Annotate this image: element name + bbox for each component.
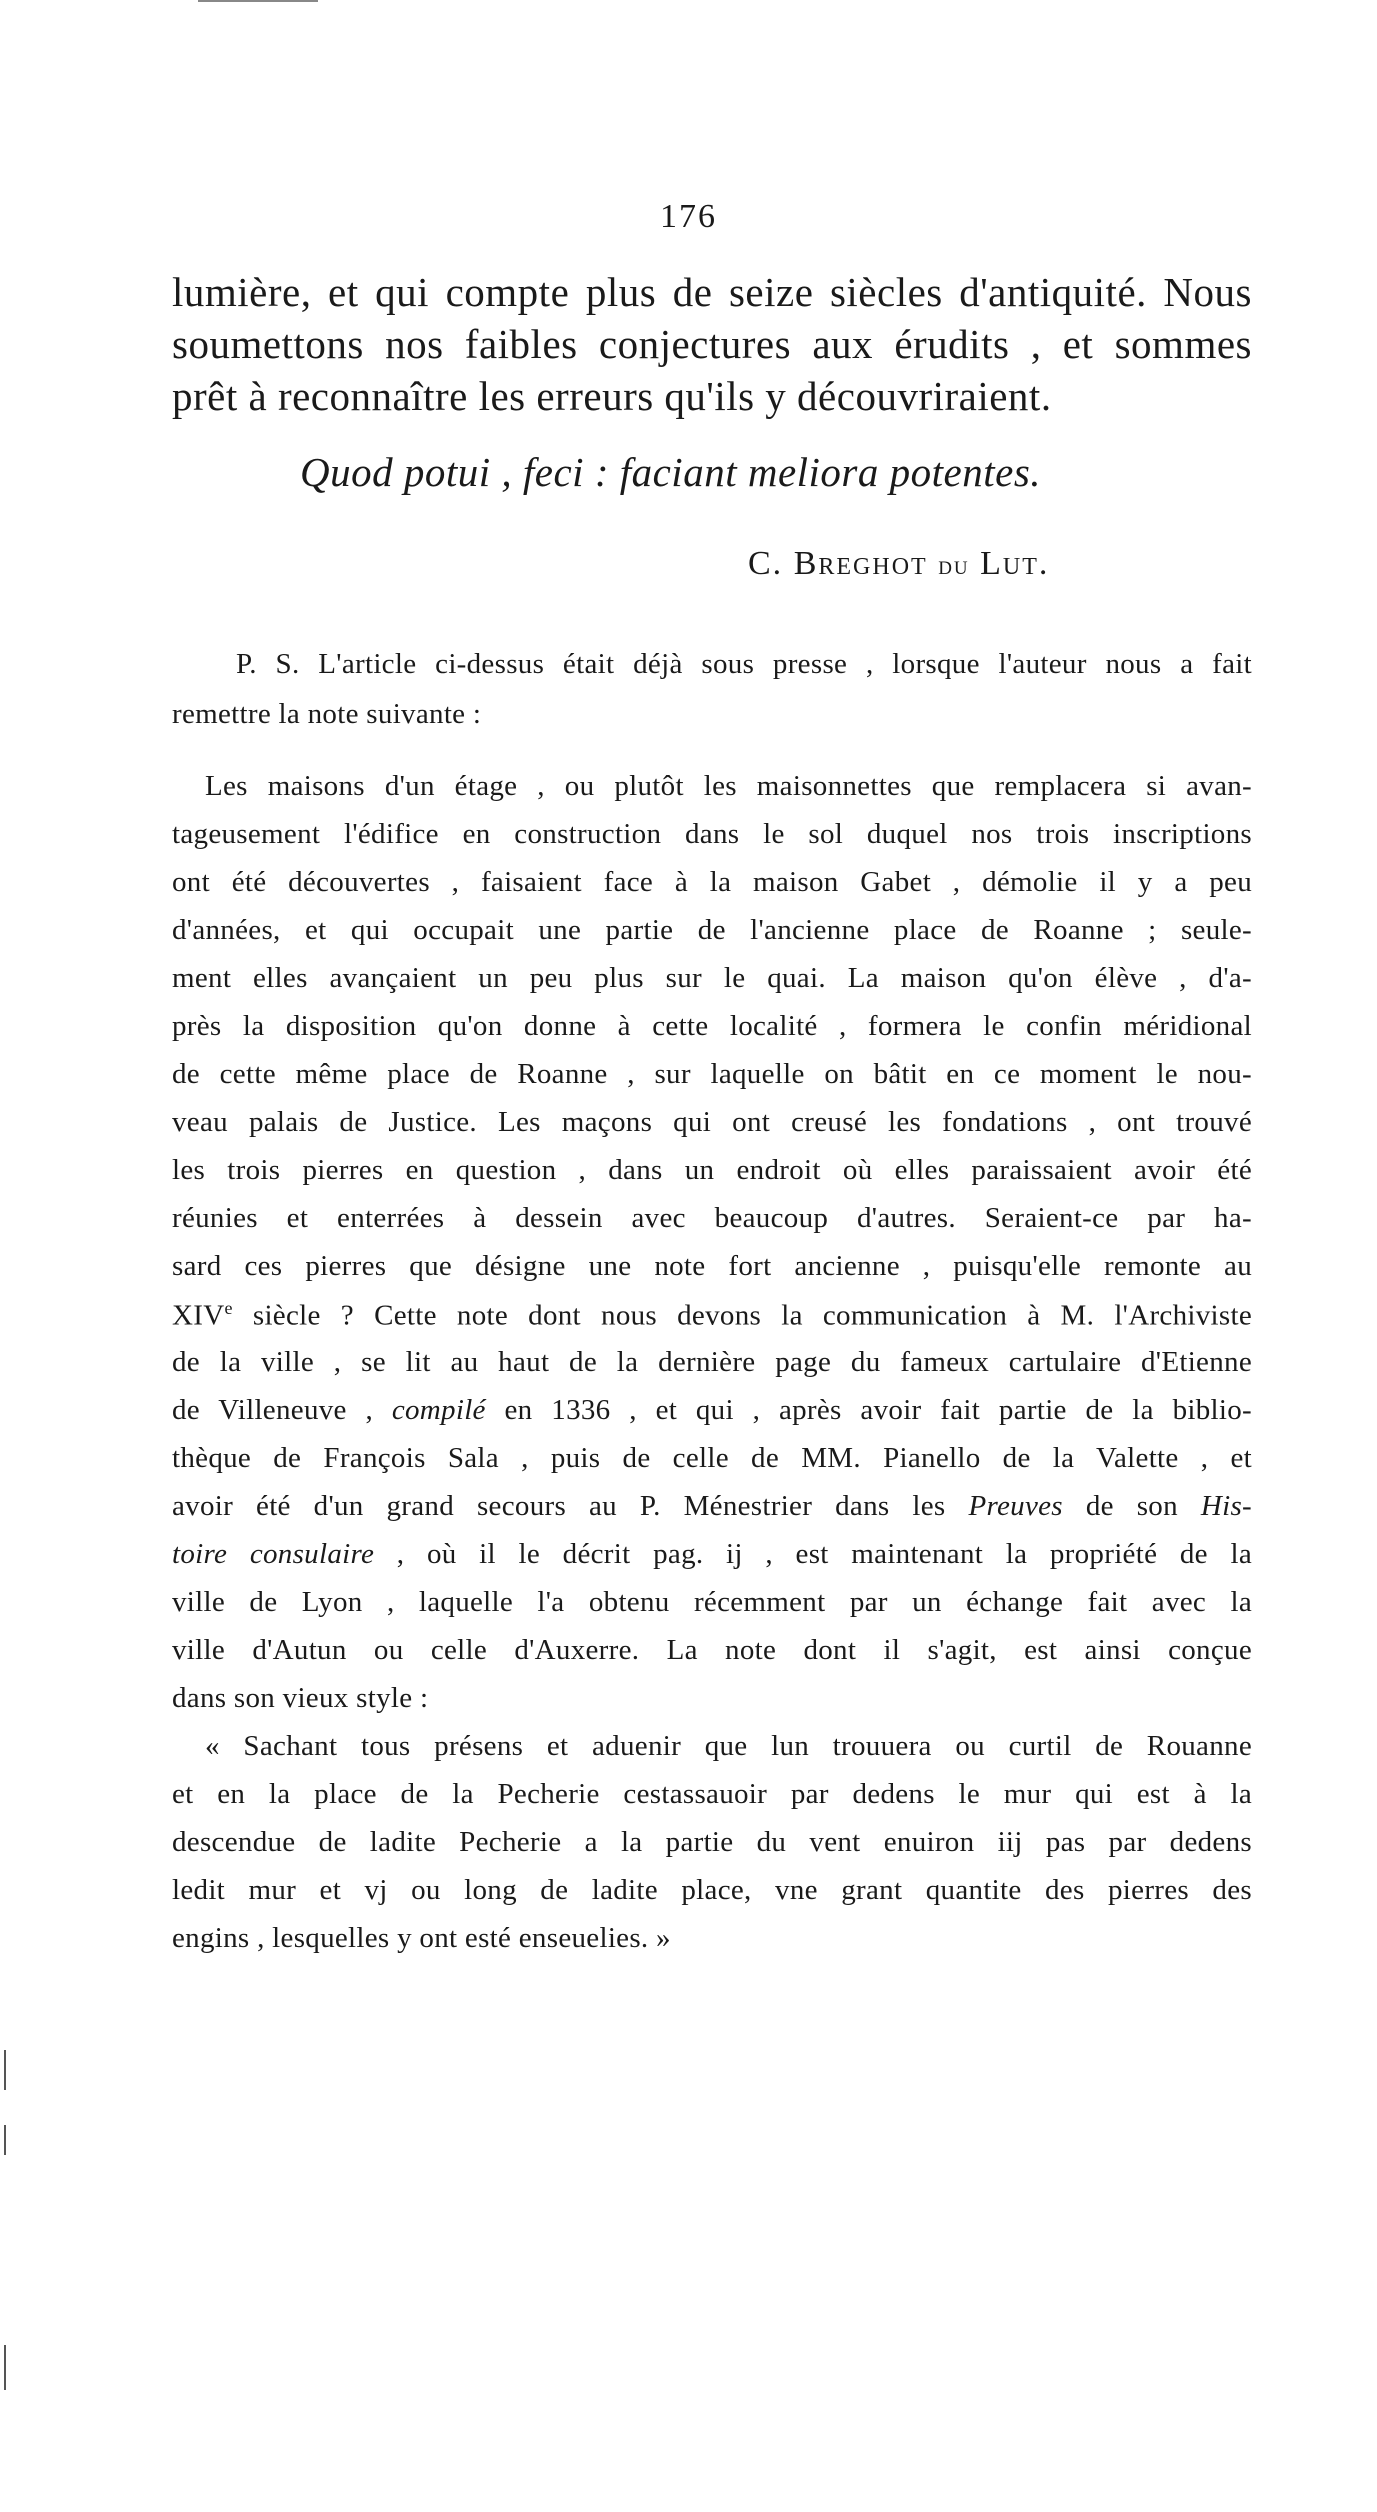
note-line-19: ville d'Autun ou celle d'Auxerre. La note dont il s'agit, est ainsi conçue — [172, 1634, 1252, 1666]
note-line-17 — [172, 1538, 1252, 1571]
author-signature — [748, 545, 1049, 583]
note-line-17-italic: toire consulaire — [172, 1538, 375, 1570]
note-line-14-italic: compilé — [391, 1394, 486, 1426]
note-line-17-post: , où il le décrit pag. ij , est maintenant la propriété de la — [374, 1538, 1252, 1570]
quote-line-1: « Sachant tous présens et aduenir que lun trouuera ou curtil de Rouanne — [205, 1730, 1252, 1762]
century-superscript: e — [224, 1298, 233, 1318]
intro-line-2: soumettons nos faibles conjectures aux érudits , et sommes — [172, 321, 1252, 367]
note-line-16 — [172, 1490, 1252, 1523]
scan-margin-mark — [4, 2050, 6, 2090]
note-line-16-pre: avoir été d'un grand secours au P. Ménestrier dans les — [172, 1490, 969, 1522]
note-line-16-italic-1: Preuves — [968, 1490, 1063, 1522]
quote-line-5: engins , lesquelles y ont esté enseuelies. » — [172, 1922, 671, 1954]
signature-surname: Lut. — [980, 545, 1050, 582]
signature-name: Breghot — [793, 545, 928, 582]
quote-line-3: descendue de ladite Pecherie a la partie du vent enuiron iij pas par dedens — [172, 1826, 1252, 1858]
note-line-2: tageusement l'édifice en construction dans le sol duquel nos trois inscriptions — [172, 818, 1252, 850]
note-line-16-italic-2: His- — [1200, 1490, 1252, 1522]
note-line-18: ville de Lyon , laquelle l'a obtenu récemment par un échange fait avec la — [172, 1586, 1252, 1618]
note-line-8: veau palais de Justice. Les maçons qui ont creusé les fondations , ont trouvé — [172, 1106, 1252, 1138]
note-line-14 — [172, 1394, 1252, 1427]
signature-particle: du — [938, 550, 970, 580]
scan-margin-mark — [4, 2125, 6, 2155]
century-rest: siècle ? Cette note dont nous devons la communication à M. l'Archiviste — [232, 1299, 1252, 1332]
note-line-5: ment elles avançaient un peu plus sur le quai. La maison qu'on élève , d'a- — [172, 962, 1252, 994]
note-line-7: de cette même place de Roanne , sur laquelle on bâtit en ce moment le nou- — [172, 1058, 1252, 1090]
postscript-line-1 — [236, 648, 1252, 681]
quote-line-2: et en la place de la Pecherie cestassauoir par dedens le mur qui est à la — [172, 1778, 1252, 1810]
latin-motto: Quod potui , feci : faciant meliora potentes. — [300, 449, 1042, 495]
note-line-14-post: en 1336 , et qui , après avoir fait partie de la biblio- — [485, 1394, 1252, 1426]
page-number: 176 — [660, 198, 717, 235]
note-line-16-mid: de son — [1062, 1490, 1201, 1522]
quote-line-4: ledit mur et vj ou long de ladite place, vne grant quantite des pierres des — [172, 1874, 1252, 1906]
note-line-9: les trois pierres en question , dans un endroit où elles paraissaient avoir été — [172, 1154, 1252, 1186]
note-line-3: ont été découvertes , faisaient face à la maison Gabet , démolie il y a peu — [172, 866, 1252, 898]
postscript-label: P. S. — [236, 648, 300, 680]
postscript-line-2: remettre la note suivante : — [172, 698, 482, 730]
note-line-10: réunies et enterrées à dessein avec beaucoup d'autres. Seraient-ce par ha- — [172, 1202, 1252, 1234]
intro-line-1: lumière, et qui compte plus de seize siècles d'antiquité. Nous — [172, 269, 1252, 315]
note-line-4: d'années, et qui occupait une partie de l'ancienne place de Roanne ; seule- — [172, 914, 1252, 946]
postscript-text-1: L'article ci-dessus était déjà sous presse , lorsque l'auteur nous a fait — [318, 648, 1252, 680]
intro-line-3: prêt à reconnaître les erreurs qu'ils y découvriraient. — [172, 373, 1052, 419]
note-line-6: près la disposition qu'on donne à cette localité , formera le confin méridional — [172, 1010, 1252, 1042]
note-line-14-pre: de Villeneuve , — [172, 1394, 392, 1426]
note-line-1: Les maisons d'un étage , ou plutôt les maisonnettes que remplacera si avan- — [205, 770, 1252, 802]
note-line-20: dans son vieux style : — [172, 1682, 429, 1714]
century-roman: XIV — [172, 1299, 225, 1332]
note-line-15: thèque de François Sala , puis de celle de MM. Pianello de la Valette , et — [172, 1442, 1252, 1474]
top-edge-rule — [198, 0, 318, 2]
note-line-11: sard ces pierres que désigne une note fort ancienne , puisqu'elle remonte au — [172, 1250, 1252, 1282]
note-line-13: de la ville , se lit au haut de la dernière page du fameux cartulaire d'Etienne — [172, 1346, 1252, 1378]
scan-margin-mark — [4, 2345, 6, 2390]
signature-initial: C. — [748, 545, 784, 582]
note-line-12 — [172, 1298, 1252, 1333]
